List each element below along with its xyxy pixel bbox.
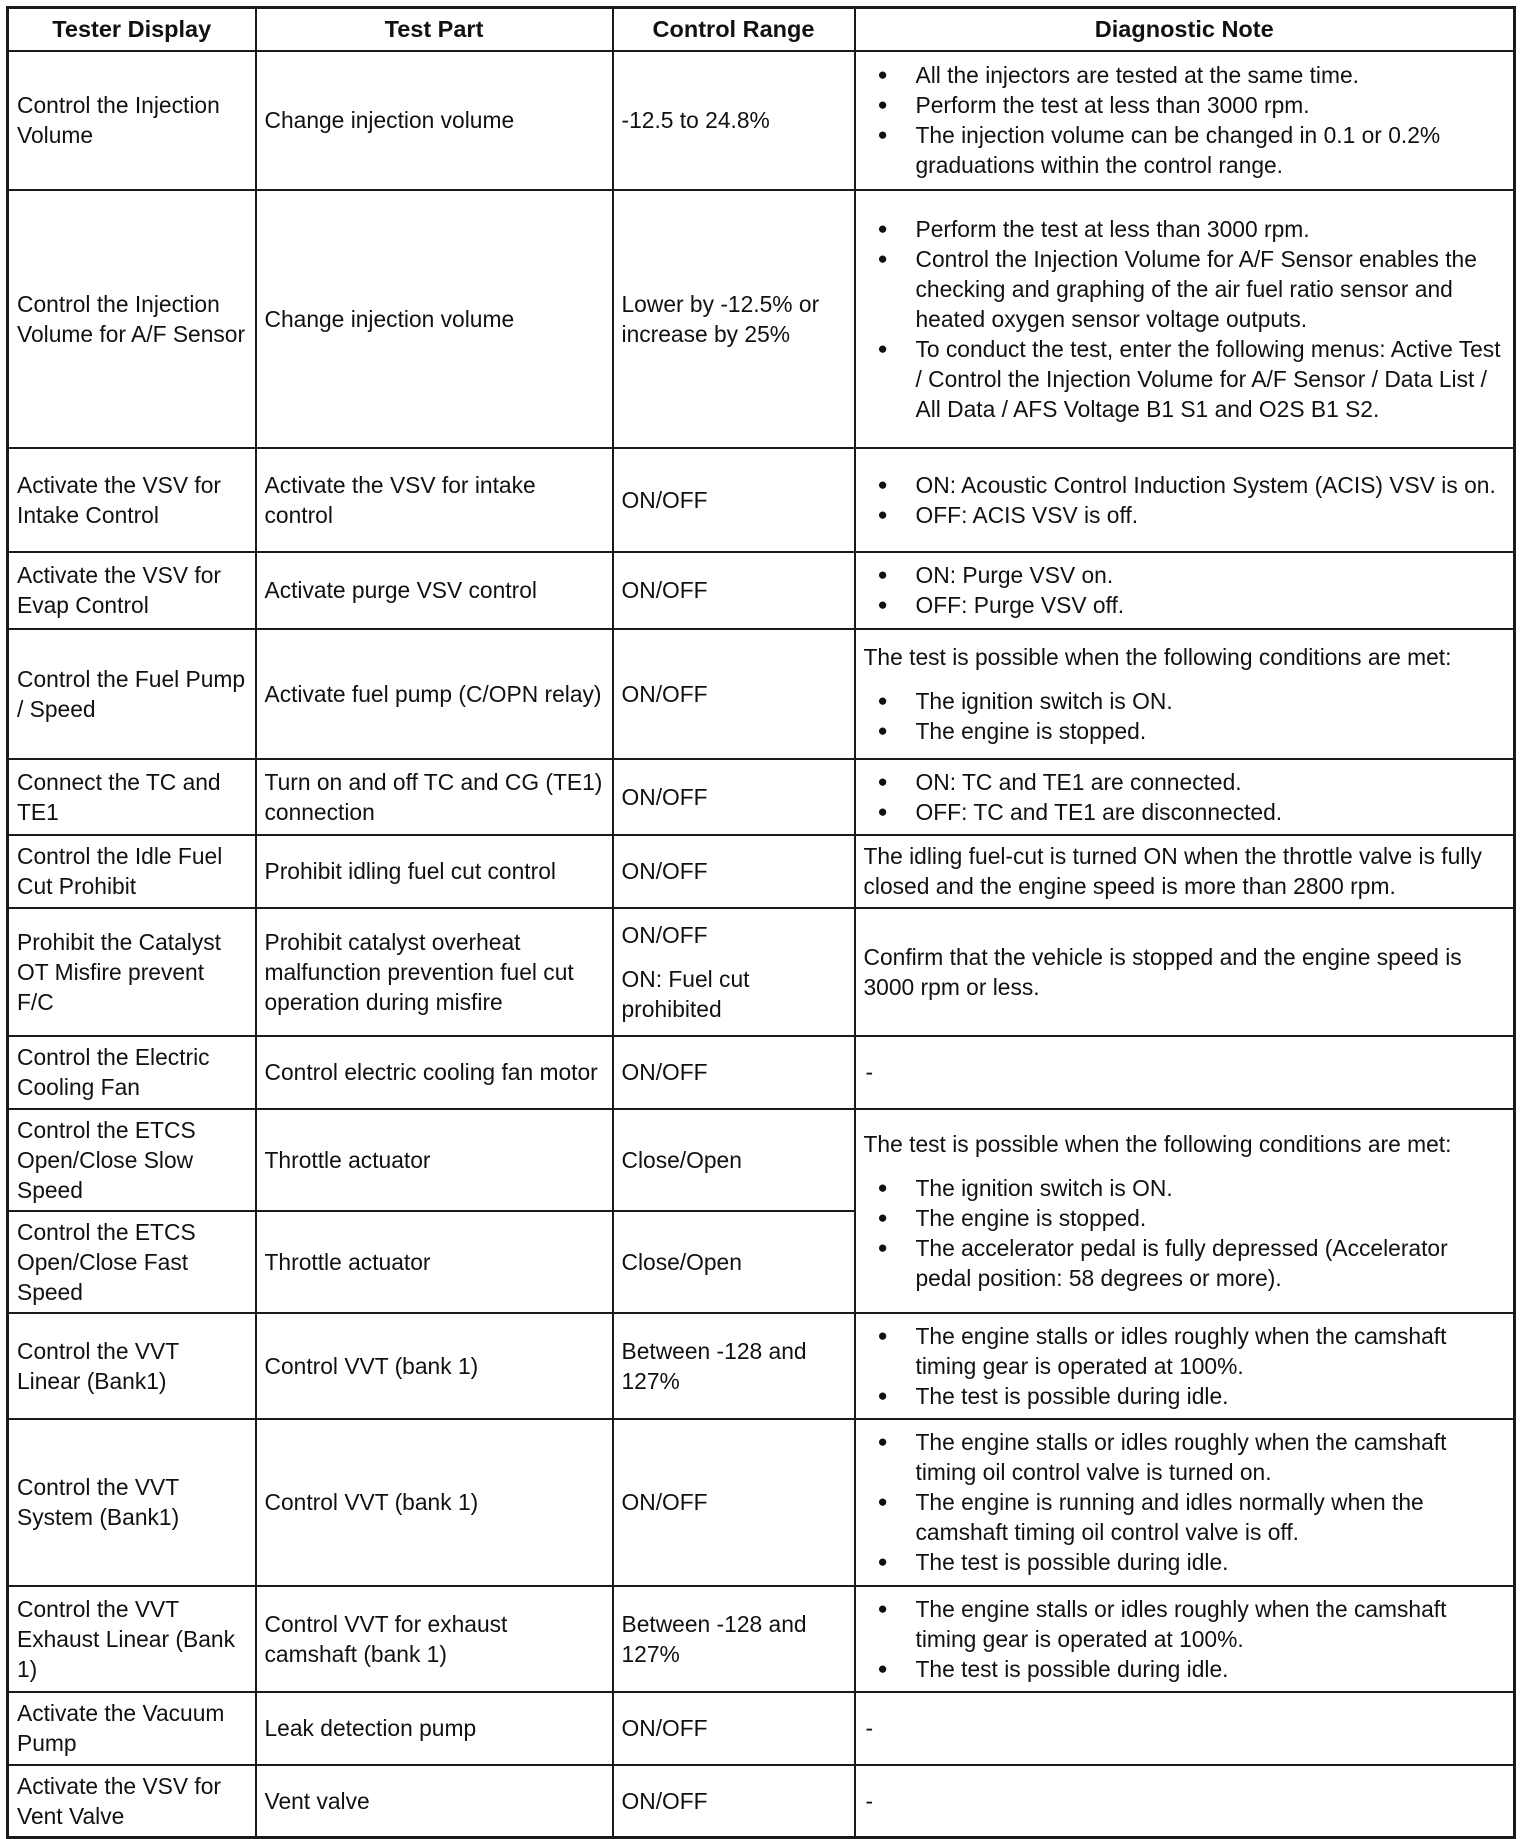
note-item: ● The ignition switch is ON. (864, 686, 1506, 716)
note-item: ● ON: Acoustic Control Induction System (ACIS) VSV is on. (864, 470, 1506, 500)
test-part-cell: Activate fuel pump (C/OPN relay) (256, 629, 613, 759)
note-item: ● OFF: ACIS VSV is off. (864, 500, 1506, 530)
table-row (8, 448, 1515, 552)
table-row (8, 1586, 1515, 1692)
tester-display-cell: Control the VVT Linear (Bank1) (8, 1313, 256, 1419)
note-item: ● ON: Purge VSV on. (864, 560, 1506, 590)
diagnostic-note-cell (855, 448, 1515, 552)
active-test-table (6, 6, 1516, 1839)
note-item: ● Perform the test at less than 3000 rpm. (864, 214, 1506, 244)
note-item: ● The engine stalls or idles roughly when the camshaft timing gear is operated at 100%. (864, 1321, 1506, 1381)
diagnostic-note-cell (855, 190, 1515, 448)
diagnostic-note-cell (855, 1419, 1515, 1586)
test-part-cell: Control electric cooling fan motor (256, 1036, 613, 1109)
tester-display-cell: Control the VVT System (Bank1) (8, 1419, 256, 1586)
note-list (864, 470, 1506, 530)
test-part-cell: Activate purge VSV control (256, 552, 613, 629)
table-row (8, 1419, 1515, 1586)
diagnostic-note-cell (855, 1109, 1515, 1313)
note-list (864, 1321, 1506, 1411)
table-row (8, 759, 1515, 835)
control-range-cell: ON/OFF (613, 835, 855, 908)
tester-display-cell: Control the Fuel Pump / Speed (8, 629, 256, 759)
note-item: ● Perform the test at less than 3000 rpm. (864, 90, 1506, 120)
note-item: ● Control the Injection Volume for A/F Sensor enables the checking and graphing of the air fuel ratio sensor and heated oxygen sensor voltage outputs. (864, 244, 1506, 334)
control-range-detail: ON: Fuel cut prohibited (621, 965, 750, 1022)
test-part-cell: Control VVT (bank 1) (256, 1419, 613, 1586)
control-range-cell: ON/OFF (613, 629, 855, 759)
table-row (8, 629, 1515, 759)
diagnostic-note-cell: - (855, 1036, 1515, 1109)
tester-display-cell: Control the Idle Fuel Cut Prohibit (8, 835, 256, 908)
test-part-cell: Throttle actuator (256, 1211, 613, 1313)
note-item: ● OFF: Purge VSV off. (864, 590, 1506, 620)
note-list (864, 560, 1506, 620)
header-test-part: Test Part (256, 8, 613, 51)
test-part-cell: Vent valve (256, 1765, 613, 1838)
diagnostic-note-cell: - (855, 1765, 1515, 1838)
control-range-cell: Between -128 and 127% (613, 1586, 855, 1692)
note-item: ● To conduct the test, enter the following menus: Active Test / Control the Injection Volume for A/F Sensor / Data List / All Data / AFS Voltage B1 S1 and O2S B1 S2. (864, 334, 1506, 424)
header-control-range: Control Range (613, 8, 855, 51)
control-range-cell: Close/Open (613, 1211, 855, 1313)
note-item: ● The ignition switch is ON. (864, 1173, 1506, 1203)
tester-display-cell: Control the Injection Volume (8, 51, 256, 190)
diagnostic-note-cell (855, 51, 1515, 190)
diagnostic-note-cell (855, 552, 1515, 629)
control-range-cell: ON/OFF (613, 552, 855, 629)
tester-display-cell: Prohibit the Catalyst OT Misfire prevent F/C (8, 908, 256, 1036)
table-row (8, 908, 1515, 1036)
test-part-cell: Throttle actuator (256, 1109, 613, 1211)
table-row (8, 1109, 1515, 1211)
test-part-cell: Change injection volume (256, 51, 613, 190)
note-item: ● The engine is stopped. (864, 1203, 1506, 1233)
table-row (8, 190, 1515, 448)
note-item: ● The test is possible during idle. (864, 1381, 1506, 1411)
note-list (864, 1427, 1506, 1577)
note-item: ● OFF: TC and TE1 are disconnected. (864, 797, 1506, 827)
tester-display-cell: Connect the TC and TE1 (8, 759, 256, 835)
diagnostic-note-cell: - (855, 1692, 1515, 1765)
test-part-cell: Prohibit idling fuel cut control (256, 835, 613, 908)
table-row (8, 1036, 1515, 1109)
header-tester-display: Tester Display (8, 8, 256, 51)
test-part-cell: Control VVT for exhaust camshaft (bank 1) (256, 1586, 613, 1692)
control-range-cell: Between -128 and 127% (613, 1313, 855, 1419)
note-list (864, 1594, 1506, 1684)
tester-display-cell: Control the VVT Exhaust Linear (Bank 1) (8, 1586, 256, 1692)
control-range-cell: ON/OFF (613, 1765, 855, 1838)
tester-display-cell: Control the Injection Volume for A/F Sensor (8, 190, 256, 448)
table-row (8, 835, 1515, 908)
note-item: ● ON: TC and TE1 are connected. (864, 767, 1506, 797)
control-range-cell (613, 908, 855, 1036)
test-part-cell: Change injection volume (256, 190, 613, 448)
table-row (8, 1765, 1515, 1838)
header-diagnostic-note: Diagnostic Note (855, 8, 1515, 51)
diagnostic-note-cell (855, 629, 1515, 759)
note-list (864, 1173, 1506, 1293)
note-item: ● The accelerator pedal is fully depressed (Accelerator pedal position: 58 degrees or more). (864, 1233, 1506, 1293)
tester-display-cell: Activate the VSV for Intake Control (8, 448, 256, 552)
note-item: ● The engine is running and idles normally when the camshaft timing oil control valve is off. (864, 1487, 1506, 1547)
note-list (864, 60, 1506, 180)
test-part-cell: Prohibit catalyst overheat malfunction prevention fuel cut operation during misfire (256, 908, 613, 1036)
note-intro: The test is possible when the following conditions are met: (863, 1130, 1452, 1157)
note-item: ● The test is possible during idle. (864, 1547, 1506, 1577)
diagnostic-note-cell (855, 759, 1515, 835)
control-range-cell: Close/Open (613, 1109, 855, 1211)
note-item: ● The injection volume can be changed in 0.1 or 0.2% graduations within the control range. (864, 120, 1506, 180)
note-list (864, 686, 1506, 746)
tester-display-cell: Activate the Vacuum Pump (8, 1692, 256, 1765)
note-intro: The test is possible when the following conditions are met: (863, 643, 1452, 670)
table-row (8, 1313, 1515, 1419)
tester-display-cell: Control the ETCS Open/Close Fast Speed (8, 1211, 256, 1313)
control-range-cell: ON/OFF (613, 759, 855, 835)
note-item: ● The test is possible during idle. (864, 1654, 1506, 1684)
note-item: ● The engine is stopped. (864, 716, 1506, 746)
note-list (864, 214, 1506, 424)
tester-display-cell: Activate the VSV for Vent Valve (8, 1765, 256, 1838)
control-range-cell: ON/OFF (613, 1036, 855, 1109)
table-row (8, 1692, 1515, 1765)
diagnostic-note-cell: Confirm that the vehicle is stopped and the engine speed is 3000 rpm or less. (855, 908, 1515, 1036)
tester-display-cell: Control the Electric Cooling Fan (8, 1036, 256, 1109)
table-row (8, 51, 1515, 190)
test-part-cell: Activate the VSV for intake control (256, 448, 613, 552)
control-range-cell: ON/OFF (613, 448, 855, 552)
control-range-cell: -12.5 to 24.8% (613, 51, 855, 190)
table-row (8, 552, 1515, 629)
test-part-cell: Leak detection pump (256, 1692, 613, 1765)
note-item: ● The engine stalls or idles roughly when the camshaft timing gear is operated at 100%. (864, 1594, 1506, 1654)
control-range-value: ON/OFF (621, 921, 708, 948)
diagnostic-note-cell (855, 1313, 1515, 1419)
diagnostic-note-cell (855, 1586, 1515, 1692)
note-item: ● All the injectors are tested at the same time. (864, 60, 1506, 90)
diagnostic-table-page (6, 6, 1513, 1830)
header-row (8, 8, 1515, 51)
control-range-cell: ON/OFF (613, 1419, 855, 1586)
control-range-cell: ON/OFF (613, 1692, 855, 1765)
tester-display-cell: Control the ETCS Open/Close Slow Speed (8, 1109, 256, 1211)
control-range-cell: Lower by -12.5% or increase by 25% (613, 190, 855, 448)
test-part-cell: Turn on and off TC and CG (TE1) connection (256, 759, 613, 835)
tester-display-cell: Activate the VSV for Evap Control (8, 552, 256, 629)
test-part-cell: Control VVT (bank 1) (256, 1313, 613, 1419)
note-list (864, 767, 1506, 827)
diagnostic-note-cell: The idling fuel-cut is turned ON when the throttle valve is fully closed and the engine speed is more than 2800 rpm. (855, 835, 1515, 908)
note-item: ● The engine stalls or idles roughly when the camshaft timing oil control valve is turned on. (864, 1427, 1506, 1487)
